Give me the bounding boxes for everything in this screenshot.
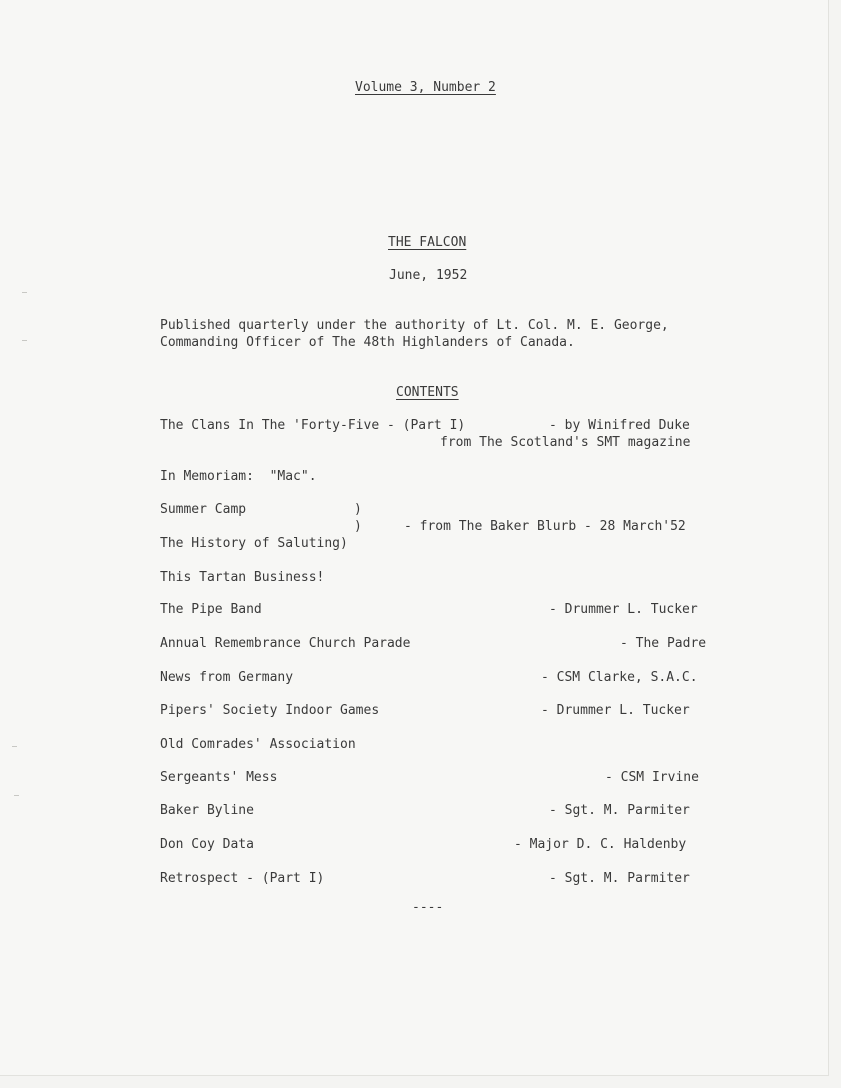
toc-entry-source: - from The Baker Blurb - 28 March'52 [404,519,686,534]
toc-entry-title: The Clans In The 'Forty-Five - (Part I) [160,418,466,433]
toc-entry-author: - CSM Irvine [605,770,699,785]
margin-mark [14,795,19,796]
toc-entry-title: Old Comrades' Association [160,737,356,752]
toc-entry-title: Don Coy Data [160,837,254,852]
toc-entry-title: Summer Camp [160,502,247,517]
toc-entry-author: - by Winifred Duke [549,418,690,433]
toc-entry-author: - The Padre [620,636,707,651]
toc-entry-source: from The Scotland's SMT magazine [440,435,691,450]
volume-number: Volume 3, Number 2 [355,80,496,95]
margin-mark [22,340,27,341]
toc-entry-title: News from Germany [160,670,294,685]
toc-entry-title: Baker Byline [160,803,254,818]
toc-entry-author: - Drummer L. Tucker [549,602,698,617]
toc-entry-title: Sergeants' Mess [160,770,278,785]
publication-date: June, 1952 [389,268,468,283]
toc-entry-title: This Tartan Business! [160,570,325,585]
toc-entry-author: - Major D. C. Haldenby [514,837,687,852]
toc-entry-title: Retrospect - (Part I) [160,871,325,886]
end-dash: ---- [412,900,444,915]
intro-line-1: Published quarterly under the authority of Lt. Col. M. E. George, [160,318,669,333]
margin-mark [22,292,27,293]
publication-title: THE FALCON [388,235,467,250]
toc-entry-author: - Sgt. M. Parmiter [549,871,690,886]
bracket-paren: ) [354,502,362,517]
toc-entry-title: The History of Saluting) [160,536,348,551]
toc-entry-title: Pipers' Society Indoor Games [160,703,380,718]
margin-mark [12,746,17,747]
toc-entry-title: In Memoriam: "Mac". [160,469,317,484]
contents-heading: CONTENTS [396,385,459,400]
toc-entry-author: - Drummer L. Tucker [541,703,690,718]
toc-entry-title: Annual Remembrance Church Parade [160,636,411,651]
toc-entry-author: - Sgt. M. Parmiter [549,803,690,818]
bracket-paren: ) [354,519,362,534]
toc-entry-author: - CSM Clarke, S.A.C. [541,670,698,685]
intro-line-2: Commanding Officer of The 48th Highlanders of Canada. [160,335,575,350]
toc-entry-title: The Pipe Band [160,602,262,617]
